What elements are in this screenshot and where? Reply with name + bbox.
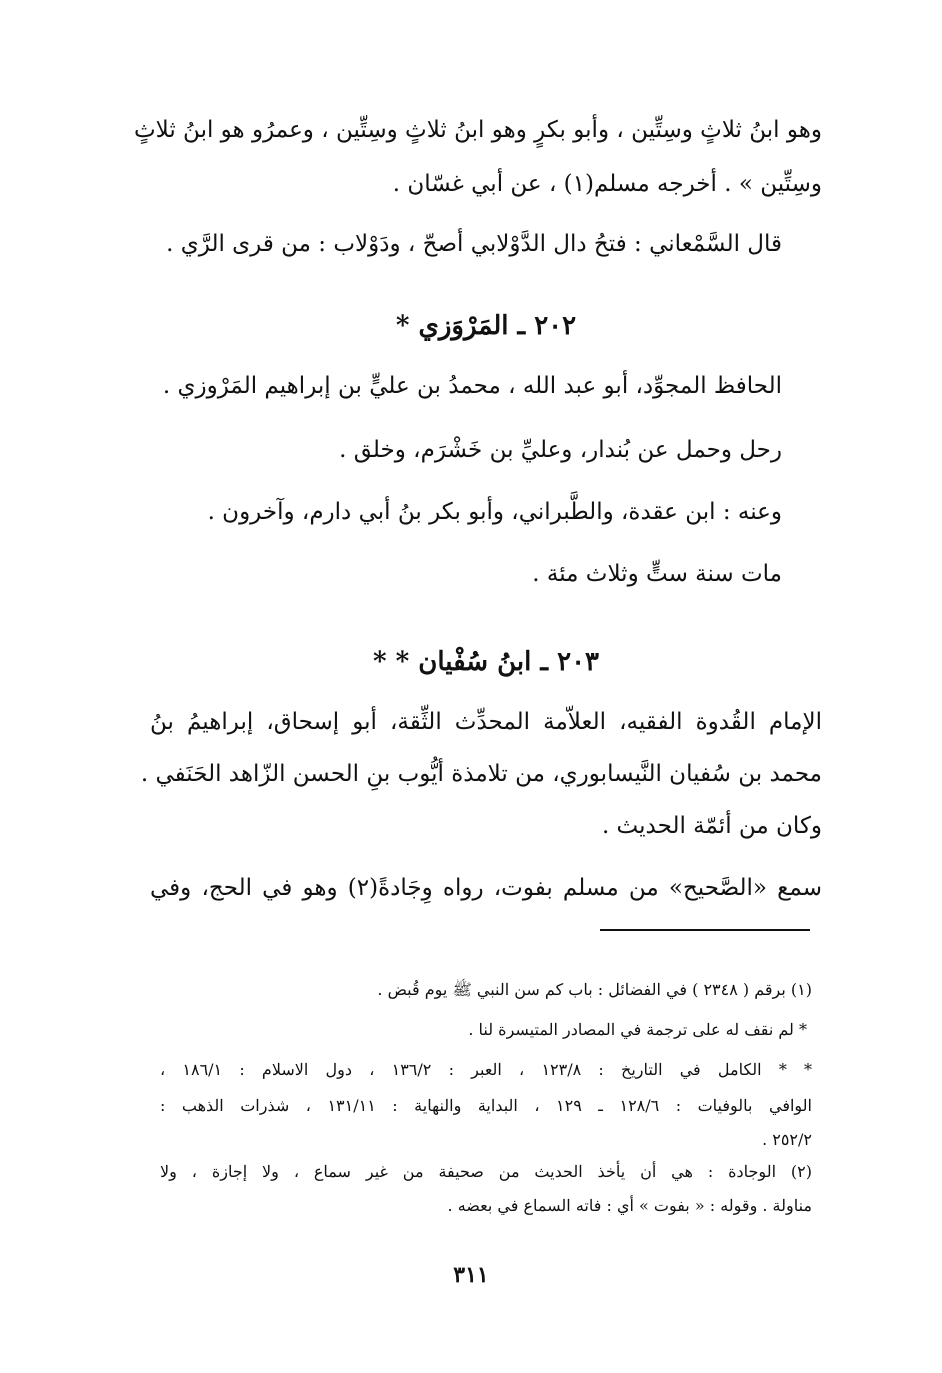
entry-203-heading: ٢٠٣ ـ ابنُ سُفْيان * *	[372, 647, 600, 677]
entry-203-line-4: سمع «الصَّحيح» من مسلم بفوت، رواه وِجَادةً(٢) وهو في الحج، وفي	[150, 875, 822, 901]
footnote-star-2-line-3: ٢٥٢/٢ .	[762, 1130, 812, 1149]
entry-203-line-2: محمد بن سُفيان النَّيسابوري، من تلامذة أيُّوب بنِ الحسن الزّاهد الحَنَفي .	[140, 761, 822, 787]
entry-202-paragraph-1: الحافظ المجوِّد، أبو عبد الله ، محمدُ بن عليٍّ بن إبراهيم المَرْوزي .	[162, 373, 782, 399]
entry-202-paragraph-3: وعنه : ابن عقدة، والطَّبراني، وأبو بكر بنُ أبي دارم، وآخرون .	[207, 499, 782, 525]
entry-203-line-1: الإمام القُدوة الفقيه، العلاّمة المحدِّث الثِّقة، أبو إسحاق، إبراهيمُ بنُ	[150, 709, 822, 735]
entry-202-paragraph-2: رحل وحمل عن بُندار، وعليِّ بن خَشْرَم، وخلق .	[339, 437, 782, 463]
footnote-star-2-line-1: * * الكامل في التاريخ : ١٢٣/٨ ، العبر : ١٣٦/٢ ، دول الاسلام : ١٨٦/١ ،	[160, 1060, 813, 1079]
page-number: ٣١١	[453, 1262, 489, 1288]
footnote-1: (١) برقم ( ٢٣٤٨ ) في الفضائل : باب كم سن النبي ﷺ يوم قُبض .	[377, 980, 812, 999]
intro-line-2: وسِتِّين » . أخرجه مسلم(١) ، عن أبي غسّان .	[392, 171, 822, 197]
entry-202-paragraph-4: مات سنة ستٍّ وثلاث مئة .	[532, 561, 782, 587]
entry-203-line-3: وكان من أئمّة الحديث .	[601, 813, 822, 839]
footnote-2-line-1: (٢) الوجادة : هي أن يأخذ الحديث من صحيفة من غير سماع ، ولا إجازة ، ولا	[160, 1162, 812, 1181]
footnote-star-1: * لم نقف له على ترجمة في المصادر المتيسرة لنا .	[468, 1020, 807, 1039]
footnote-separator	[600, 929, 810, 931]
entry-202-heading: ٢٠٢ ـ المَرْوَزي *	[395, 311, 577, 341]
intro-line-1: وهو ابنُ ثلاثٍ وسِتِّين ، وأبو بكرٍ وهو ابنُ ثلاثٍ وسِتِّين ، وعمرُو هو ابنُ ثلاثٍ	[133, 117, 822, 143]
footnote-2-line-2: مناولة . وقوله : « بفوت » أي : فاته السماع في بعضه .	[447, 1196, 812, 1215]
intro-line-3: قال السَّمْعاني : فتحُ دال الدَّوْلابي أصحّ ، ودَوْلاب : من قرى الرَّي .	[166, 231, 782, 257]
footnote-star-2-line-2: الوافي بالوفيات : ١٢٨/٦ ـ ١٢٩ ، البداية والنهاية : ١٣١/١١ ، شذرات الذهب :	[160, 1096, 813, 1115]
